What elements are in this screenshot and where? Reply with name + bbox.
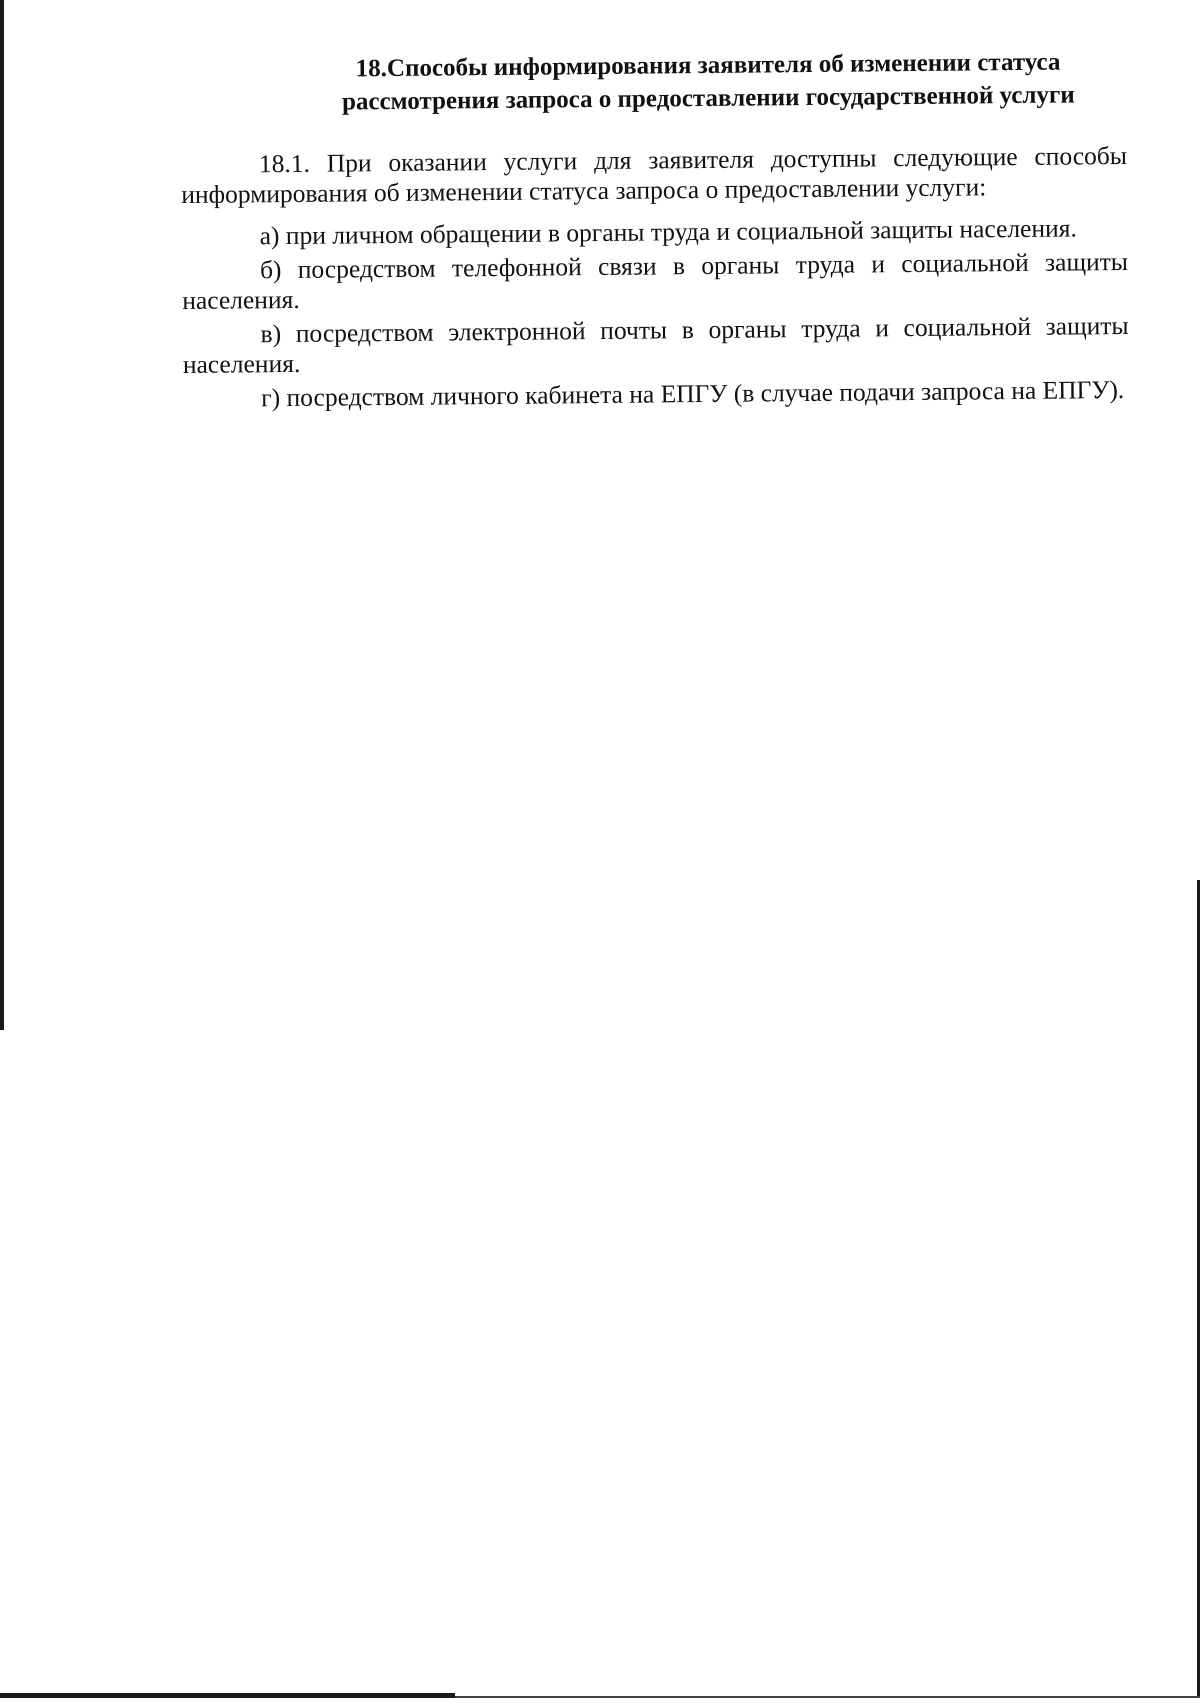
list-item-b: б) посредством телефонной связи в органы труда и социальной защиты населения.	[182, 246, 1129, 316]
section-heading: 18.Способы информирования заявителя об изменении статуса рассмотрения запроса о предоставлении государственной услуги	[341, 48, 1075, 116]
intro-paragraph: 18.1. При оказании услуги для заявителя доступны следующие способы информирования об изменении статуса запроса о предоставлении услуги:	[181, 140, 1128, 210]
list-item-d: г) посредством личного кабинета на ЕПГУ (в случае подачи запроса на ЕПГУ).	[261, 374, 1125, 413]
section-body	[181, 141, 1130, 418]
list-item-a: а) при личном обращении в органы труда и социальной защиты населения.	[259, 213, 1077, 251]
list-item-c: в) посредством электронной почты в органы труда и социальной защиты населения.	[182, 310, 1129, 380]
